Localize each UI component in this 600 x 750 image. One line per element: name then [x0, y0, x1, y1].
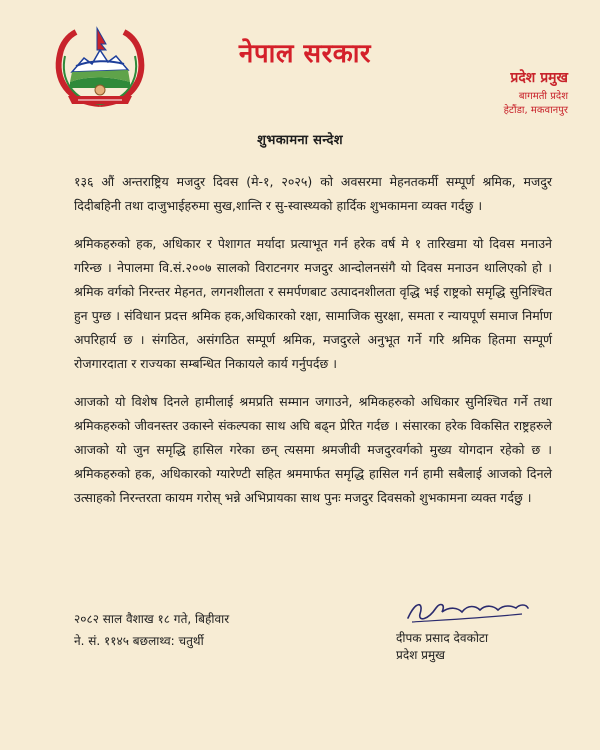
message-body	[74, 170, 552, 524]
office-province: बागमती प्रदेश	[518, 91, 568, 102]
paragraph-3: आजको यो विशेष दिनले हामीलाई श्रमप्रति सम्मान जगाउने, श्रमिकहरुको अधिकार सुनिश्चित गर्ने तथा श्रमिकहरुको जीवनस्तर उकास्ने संकल्पका साथ अघि बढ्न प्रेरित गर्दछ । संसारका हरेक विकसित राष्ट्रहरुले आजको यो जुन समृद्धि हासिल गरेका छन् त्यसमा श्रमजीवी मजदुरवर्गको मुख्य योगदान रहेको छ । श्रमिकहरुको हक, अधिकारको ग्यारेण्टी सहित श्रममार्फत समृद्धि हासिल गर्न हामी सबैलाई आजको दिनले उत्साहको निरन्तरता कायम गरोस् भन्ने अभिप्रायका साथ पुनः मजदुर दिवसको शुभकामना व्यक्त गर्दछु ।	[74, 394, 552, 505]
office-block	[408, 68, 568, 118]
nepal-emblem-icon	[50, 24, 150, 108]
paragraph-1: १३६ औं अन्तराष्ट्रिय मजदुर दिवस (मे-१, २०२५) को अवसरमा मेहनतकर्मी सम्पूर्ण श्रमिक, मजदुर दिदीबहिनी तथा दाजुभाईहरुमा सुख,शान्ति र सु-स्वास्थ्यको हार्दिक शुभकामना व्यक्त गर्दछु ।	[74, 174, 552, 213]
paragraph-2: श्रमिकहरुको हक, अधिकार र पेशागत मर्यादा प्रत्याभूत गर्न हरेक वर्ष मे १ तारिखमा यो दिवस मनाउने गरिन्छ । नेपालमा वि.सं.२००७ सालको विराटनगर मजदुर आन्दोलनसंगै यो दिवस मनाउन थालिएको हो । श्रमिक वर्गको निरन्तर मेहनत, लगनशीलता र समर्पणबाट उत्पादनशीलता वृद्धि भई राष्ट्रको समृद्धि सुनिश्चित हुन पुग्छ । संविधान प्रदत्त श्रमिक हक,अधिकारको रक्षा, सामाजिक सुरक्षा, समता र न्यायपूर्ण समाज निर्माण अपरिहार्य छ । संगठित, असंगठित सम्पूर्ण श्रमिक, मजदुरले अनुभूत गर्ने गरि श्रमिक हितमा सम्पूर्ण रोजगारदाता र राज्यका सम्बन्धित निकायले कार्य गर्नुपर्दछ ।	[74, 236, 552, 371]
signer-title: प्रदेश प्रमुख	[396, 648, 445, 662]
office-location: हेटौंडा, मकवानपुर	[503, 105, 568, 116]
date-block	[74, 608, 314, 652]
signer-name: दीपक प्रसाद देवकोटा	[396, 631, 489, 645]
government-title: नेपाल सरकार	[238, 39, 372, 69]
subject-heading: शुभकामना सन्देश	[257, 133, 343, 148]
signer-block	[396, 630, 556, 664]
date-ns: ने. सं. ११४५ बछलाथ्व: चतुर्थी	[74, 634, 204, 648]
signature-icon	[402, 594, 532, 630]
date-bs: २०८२ साल वैशाख १८ गते, बिहीवार	[74, 612, 230, 626]
office-title: प्रदेश प्रमुख	[510, 70, 568, 86]
